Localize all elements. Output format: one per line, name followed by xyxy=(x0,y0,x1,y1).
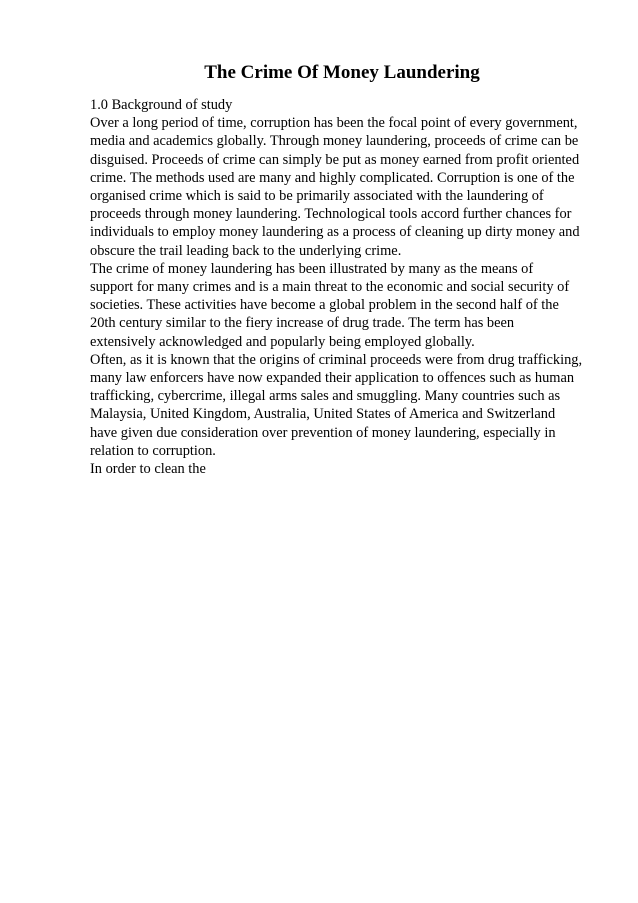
body-line: many law enforcers have now expanded their application to offences such as human xyxy=(90,370,575,387)
body-line: disguised. Proceeds of crime can simply be put as money earned from profit oriented xyxy=(90,151,580,168)
body-line: proceeds through money laundering. Technological tools accord further chances for xyxy=(90,206,572,223)
body-line: have given due consideration over prevention of money laundering, especially in xyxy=(90,424,556,441)
body-line: 20th century similar to the fiery increase of drug trade. The term has been xyxy=(90,315,515,332)
document-title: The Crime Of Money Laundering xyxy=(204,62,480,83)
body-line: societies. These activities have become a global problem in the second half of the xyxy=(90,297,559,314)
body-line: media and academics globally. Through money laundering, proceeds of crime can be xyxy=(90,133,579,150)
body-line: 1.0 Background of study xyxy=(90,97,233,113)
body-line: individuals to employ money laundering as a process of cleaning up dirty money and xyxy=(90,224,580,241)
body-line: trafficking, cybercrime, illegal arms sales and smuggling. Many countries such as xyxy=(90,388,561,405)
body-line: The crime of money laundering has been illustrated by many as the means of xyxy=(90,260,534,277)
body-line: crime. The methods used are many and highly complicated. Corruption is one of the xyxy=(90,169,575,186)
body-line: extensively acknowledged and popularly being employed globally. xyxy=(90,333,475,350)
body-line: Over a long period of time, corruption has been the focal point of every government, xyxy=(90,115,578,132)
body-line: obscure the trail leading back to the underlying crime. xyxy=(90,242,402,259)
body-line: Malaysia, United Kingdom, Australia, United States of America and Switzerland xyxy=(90,406,556,423)
body-line: Often, as it is known that the origins of criminal proceeds were from drug trafficking, xyxy=(90,351,583,368)
document-body xyxy=(90,96,600,478)
body-line: support for many crimes and is a main threat to the economic and social security of xyxy=(90,279,570,296)
body-line: relation to corruption. xyxy=(90,442,216,459)
body-line: In order to clean the xyxy=(90,461,206,478)
body-line: organised crime which is said to be primarily associated with the laundering of xyxy=(90,188,544,205)
